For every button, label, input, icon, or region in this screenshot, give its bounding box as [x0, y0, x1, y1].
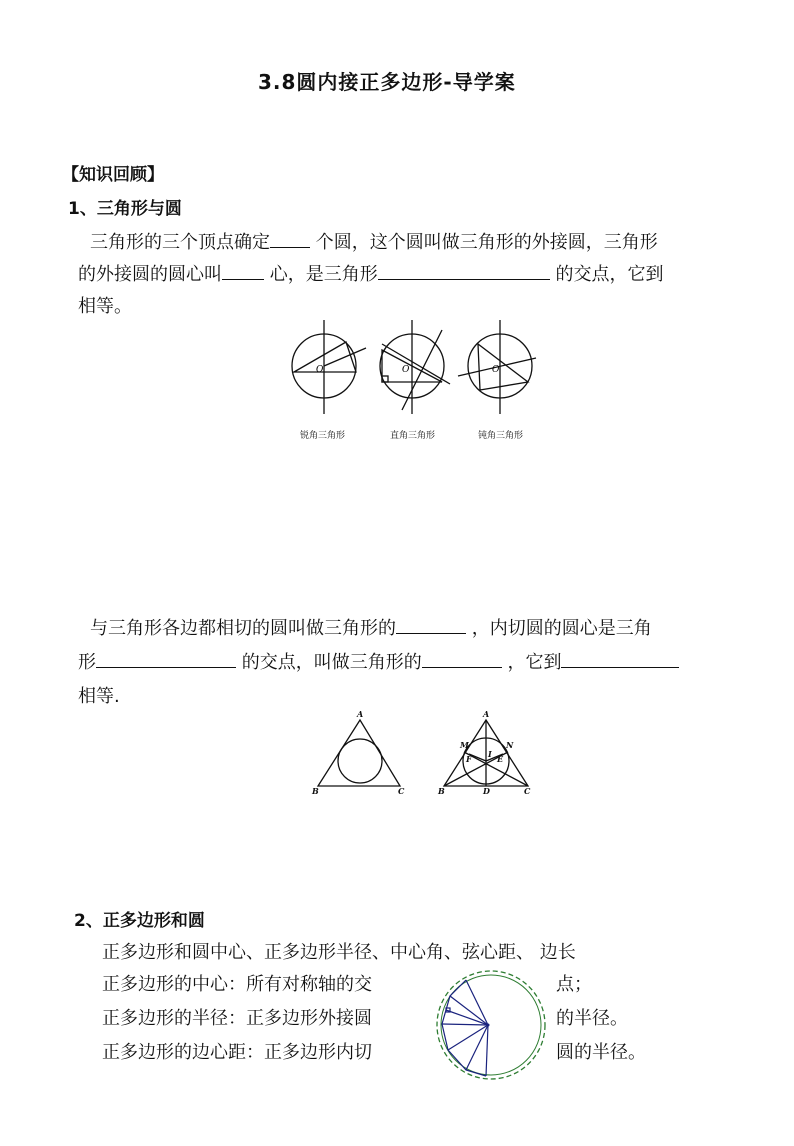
part2-line2-b: 点； — [556, 974, 592, 995]
label-d: D — [483, 786, 490, 796]
center-point — [487, 1024, 490, 1027]
blank-incircle-distance — [561, 649, 679, 668]
label-a-left: A — [357, 709, 364, 719]
incircle-line1 — [90, 614, 652, 640]
part1-line2-a: 的外接圆的圆心叫 — [78, 264, 222, 285]
section-heading-review: 【知识回顾】 — [62, 165, 164, 185]
label-c-right: C — [524, 786, 531, 796]
part1-line1 — [90, 228, 658, 254]
triangle-obtuse — [478, 344, 528, 390]
part2-heading: 2、正多边形和圆 — [74, 911, 205, 931]
circumcircle-figures — [282, 320, 542, 420]
label-m: M — [460, 740, 469, 750]
part1-line1-a: 三角形的三个顶点确定 — [90, 232, 270, 253]
radius-line-3 — [442, 1024, 488, 1025]
triangle-abc-left — [318, 720, 400, 786]
incircle-line2-b: 的交点，叫做三角形的 — [241, 652, 422, 673]
part1-line2 — [78, 260, 663, 286]
part1-line2-c: 的交点，它到 — [555, 264, 664, 285]
part1-line2-b: 心，是三角形 — [269, 264, 378, 285]
part1-line1-b: 个圆，这个圆叫做三角形的外接圆，三角形 — [315, 232, 658, 253]
triangle-acute — [294, 342, 356, 372]
part2-line3-a: 正多边形的半径：正多边形外接圆 — [102, 1008, 372, 1029]
label-b-right: B — [438, 786, 445, 796]
blank-incircle-intersection — [96, 649, 236, 668]
part2-line1: 正多边形和圆中心、正多边形半径、中心角、弦心距、 边长 — [102, 942, 576, 963]
blank-intersection — [378, 261, 550, 280]
radius-line-2 — [450, 996, 488, 1025]
caption-right: 直角三角形 — [390, 431, 436, 441]
part1-heading: 1、三角形与圆 — [68, 199, 182, 219]
label-f: F — [466, 754, 472, 764]
part1-line3: 相等。 — [78, 296, 132, 317]
label-n: N — [506, 740, 514, 750]
circumcircle-dashed — [437, 971, 545, 1079]
incircle-line2-c: ，它到 — [507, 652, 562, 673]
incircle-figures — [310, 710, 550, 800]
label-o-right: O — [402, 365, 410, 375]
caption-acute: 锐角三角形 — [300, 431, 346, 441]
part2-line2-a: 正多边形的中心：所有对称轴的交 — [102, 974, 372, 995]
part2-line3-b: 的半径。 — [556, 1008, 628, 1029]
blank-center-name — [222, 261, 264, 280]
incircle-line1-b: ，内切圆的圆心是三角 — [471, 618, 652, 639]
incircle-line2-a: 形 — [78, 652, 96, 673]
part2-line4-b: 圆的半径。 — [556, 1042, 646, 1063]
blank-count — [270, 229, 310, 248]
label-o-acute: O — [316, 365, 324, 375]
incircle-line3: 相等. — [78, 686, 120, 707]
polygon-edges — [442, 980, 486, 1076]
regular-polygon-figure — [436, 968, 552, 1084]
incircle-line1-a: 与三角形各边都相切的圆叫做三角形的 — [90, 618, 396, 639]
blank-incenter-name — [422, 649, 502, 668]
page-title: 3.8圆内接正多边形-导学案 — [258, 70, 516, 94]
part2-line4-a: 正多边形的边心距：正多边形内切 — [102, 1042, 372, 1063]
incircle-left — [338, 739, 382, 783]
caption-obtuse: 钝角三角形 — [478, 431, 524, 441]
incircle-line2 — [78, 648, 679, 674]
radius-line-6 — [486, 1025, 488, 1076]
label-b-left: B — [312, 786, 319, 796]
label-o-obtuse: O — [492, 365, 500, 375]
label-c-left: C — [398, 786, 405, 796]
blank-incircle-name — [396, 615, 466, 634]
label-i: I — [488, 749, 492, 759]
label-e: E — [497, 754, 504, 764]
label-a-right: A — [483, 709, 490, 719]
